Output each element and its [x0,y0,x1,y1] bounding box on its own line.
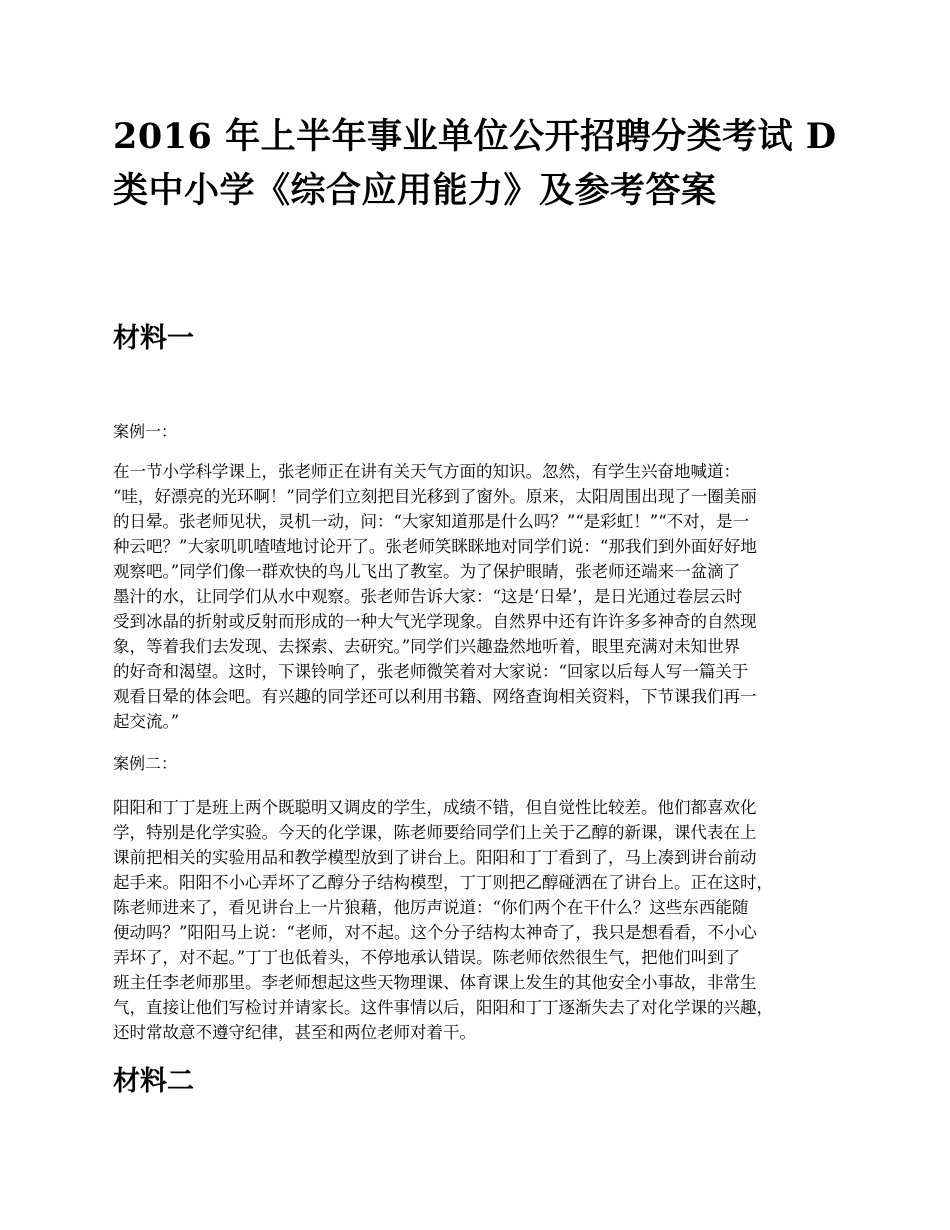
document-title-line: 2016 年上半年事业单位公开招聘分类考试 D [113,116,837,157]
case-1-paragraph [113,459,757,734]
case-label-2: 案例二： [113,754,178,773]
document-title [113,110,853,218]
paragraph-line: 象，等着我们去发现、去探索、去研究。”同学们兴趣盎然地听着，眼里充满对未知世界 [113,637,741,656]
paragraph-line: 受到冰晶的折射或反射而形成的一种大气光学现象。自然界中还有许许多多神奇的自然现 [113,612,757,631]
paragraph-line: 弄坏了，对不起。”丁丁也低着头，不停地承认错误。陈老师依然很生气，把他们叫到了 [113,948,741,967]
paragraph-line: 在一节小学科学课上，张老师正在讲有关天气方面的知识。忽然，有学生兴奋地喊道： [113,462,740,481]
paragraph-line: 陈老师进来了，看见讲台上一片狼藉，他厉声说道：“你们两个在干什么？这些东西能随 [113,898,749,917]
paragraph-line: “哇，好漂亮的光环啊！”同学们立刻把目光移到了窗外。原来，太阳周围出现了一圈美丽 [113,487,757,506]
paragraph-line: 课前把相关的实验用品和教学模型放到了讲台上。阳阳和丁丁看到了，马上凑到讲台前动 [113,848,757,867]
paragraph-line: 的好奇和渴望。这时，下课铃响了，张老师微笑着对大家说：“回家以后每人写一篇关于 [113,662,749,681]
paragraph-line: 便动吗？”阳阳马上说：“老师，对不起。这个分子结构太神奇了，我只是想看看，不小心 [113,923,757,942]
paragraph-line: 的日晕。张老师见状，灵机一动，问：“大家知道那是什么吗？”“是彩虹！”“不对，是一 [113,512,750,531]
paragraph-line: 观看日晕的体会吧。有兴趣的同学还可以利用书籍、网络查询相关资料，下节课我们再一 [113,687,757,706]
paragraph-line: 气，直接让他们写检讨并请家长。这件事情以后，阳阳和丁丁逐渐失去了对化学课的兴趣， [113,998,773,1017]
case-label-1: 案例一： [113,422,178,441]
paragraph-line: 起交流。” [113,712,180,731]
paragraph-line: 种云吧？”大家叽叽喳喳地讨论开了。张老师笑眯眯地对同学们说：“那我们到外面好好地 [113,537,757,556]
paragraph-line: 墨汁的水，让同学们从水中观察。张老师告诉大家：“这是‘日晕’，是日光通过卷层云时 [113,587,743,606]
paragraph-line: 阳阳和丁丁是班上两个既聪明又调皮的学生，成绩不错，但自觉性比较差。他们都喜欢化 [113,798,757,817]
paragraph-line: 起手来。阳阳不小心弄坏了乙醇分子结构模型，丁丁则把乙醇碰洒在了讲台上。正在这时， [113,873,773,892]
paragraph-line: 班主任李老师那里。李老师想起这些天物理课、体育课上发生的其他安全小事故，非常生 [113,973,757,992]
paragraph-line: 还时常故意不遵守纪律，甚至和两位老师对着干。 [113,1023,476,1042]
paragraph-line: 观察吧。”同学们像一群欢快的鸟儿飞出了教室。为了保护眼睛，张老师还端来一盆滴了 [113,562,741,581]
paragraph-line: 学，特别是化学实验。今天的化学课，陈老师要给同学们上关于乙醇的新课，课代表在上 [113,823,757,842]
section-heading-material-1: 材料一 [113,323,194,354]
document-title-line: 类中小学《综合应用能力》及参考答案 [113,170,717,211]
case-2-paragraph [113,795,773,1045]
section-heading-material-2: 材料二 [113,1066,194,1097]
